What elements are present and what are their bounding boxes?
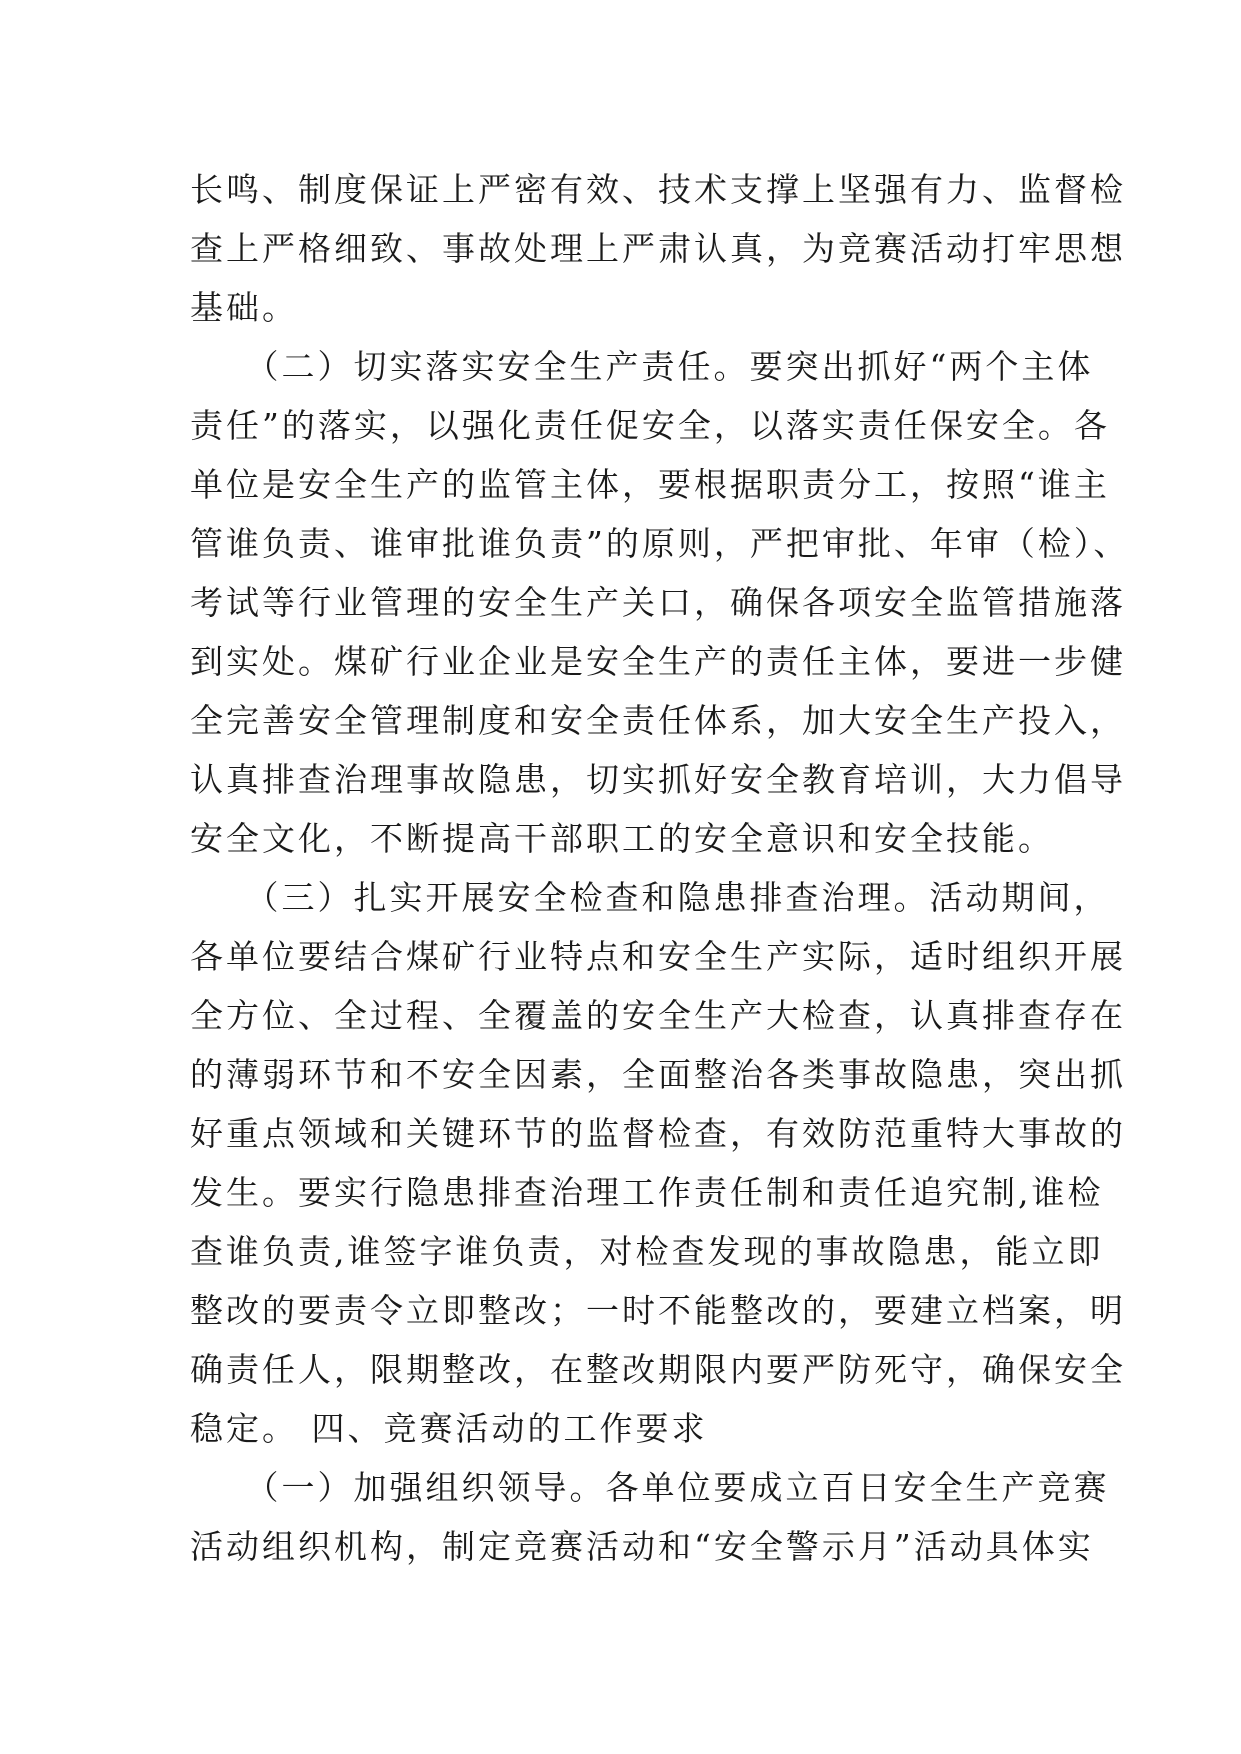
text-line: 管谁负责、谁审批谁负责”的原则，严把审批、年审（检）、: [190, 524, 1130, 563]
body-text: [190, 160, 1130, 1576]
text-line: 整改的要责令立即整改；一时不能整改的，要建立档案，明: [190, 1291, 1126, 1330]
text-line: 考试等行业管理的安全生产关口，确保各项安全监管措施落: [190, 583, 1126, 622]
text-line: 全完善安全管理制度和安全责任体系，加大安全生产投入，: [190, 701, 1126, 740]
text-line: 查谁负责,谁签字谁负责，对检查发现的事故隐患，能立即: [190, 1232, 1104, 1271]
text-line: 单位是安全生产的监管主体，要根据职责分工，按照“谁主: [190, 465, 1110, 504]
text-line: （一）加强组织领导。各单位要成立百日安全生产竞赛: [190, 1468, 1110, 1507]
text-line: 安全文化，不断提高干部职工的安全意识和安全技能。: [190, 819, 1054, 858]
text-line: 长鸣、制度保证上严密有效、技术支撑上坚强有力、监督检: [190, 170, 1126, 209]
text-line: 到实处。煤矿行业企业是安全生产的责任主体，要进一步健: [190, 642, 1126, 681]
text-line: 责任”的落实，以强化责任促安全，以落实责任保安全。各: [190, 406, 1110, 445]
text-line: （三）扎实开展安全检查和隐患排查治理。活动期间，: [190, 878, 1110, 917]
text-line: 稳定。 四、竞赛活动的工作要求: [190, 1409, 708, 1448]
text-line: 认真排查治理事故隐患，切实抓好安全教育培训，大力倡导: [190, 760, 1126, 799]
text-line: 活动组织机构，制定竞赛活动和“安全警示月”活动具体实: [190, 1527, 1094, 1566]
text-line: 基础。: [190, 288, 298, 327]
text-line: 确责任人，限期整改，在整改期限内要严防死守，确保安全: [190, 1350, 1126, 1389]
text-line: 的薄弱环节和不安全因素，全面整治各类事故隐患，突出抓: [190, 1055, 1126, 1094]
text-line: 全方位、全过程、全覆盖的安全生产大检查，认真排查存在: [190, 996, 1126, 1035]
text-line: 发生。要实行隐患排查治理工作责任制和责任追究制,谁检: [190, 1173, 1104, 1212]
text-line: （二）切实落实安全生产责任。要突出抓好“两个主体: [190, 347, 1094, 386]
text-line: 好重点领域和关键环节的监督检查，有效防范重特大事故的: [190, 1114, 1126, 1153]
text-line: 查上严格细致、事故处理上严肃认真，为竞赛活动打牢思想: [190, 229, 1126, 268]
text-line: 各单位要结合煤矿行业特点和安全生产实际，适时组织开展: [190, 937, 1126, 976]
